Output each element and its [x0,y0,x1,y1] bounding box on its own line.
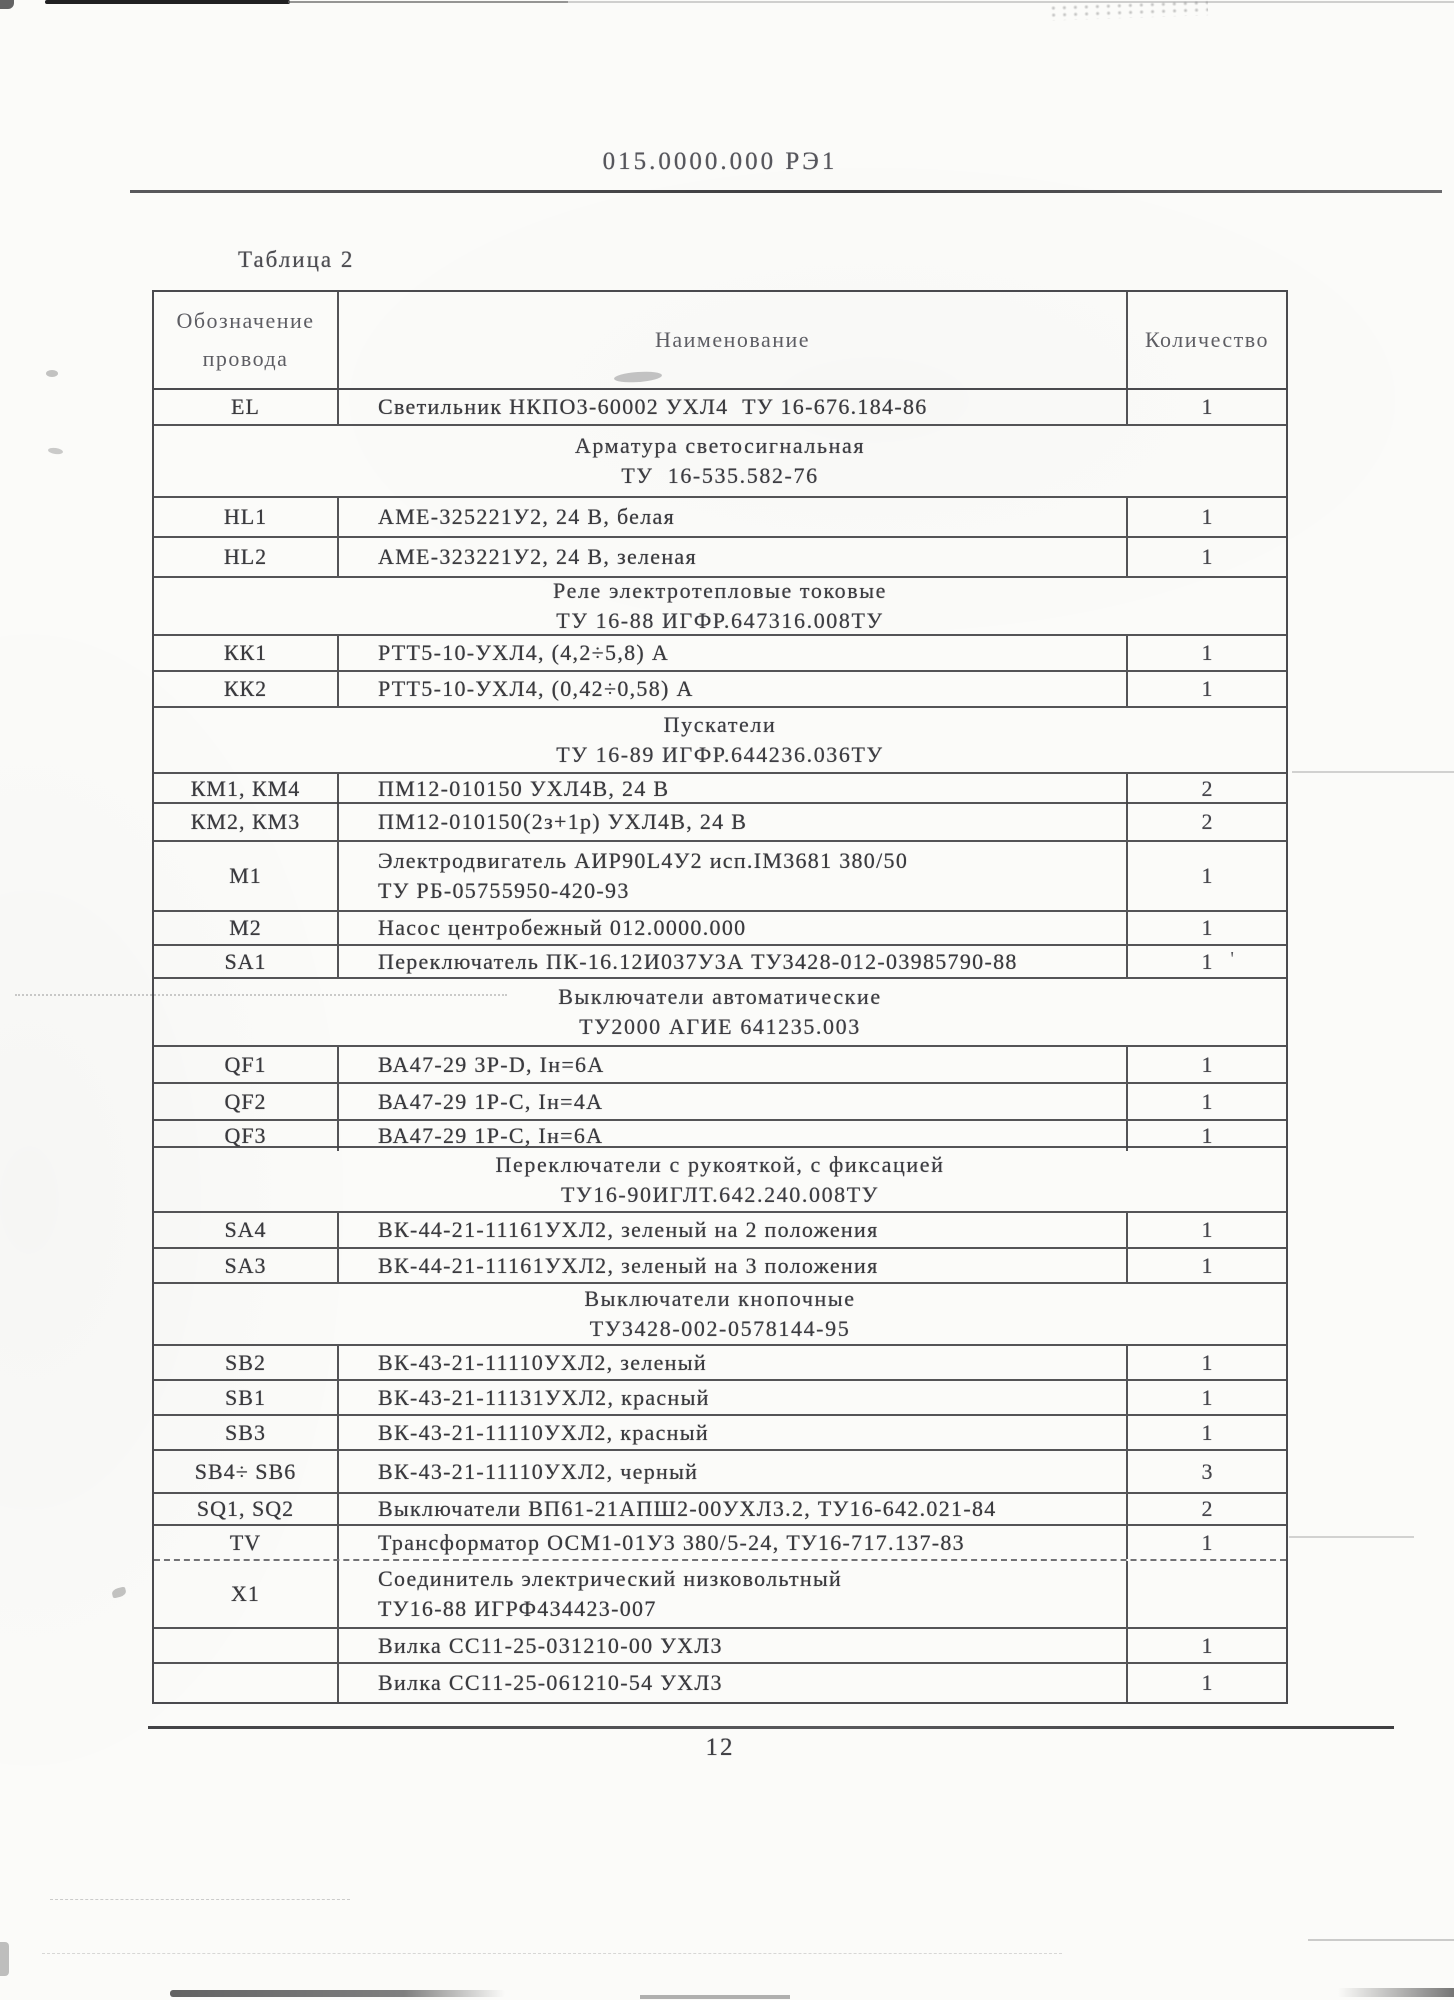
name-line: ВА47-29 1Р-С, Iн=6А [378,1123,604,1148]
designation-cell: SB3 [225,1419,266,1445]
qty-cell: 1 [1126,1121,1286,1151]
designation-cell: SA1 [224,948,267,974]
name-cell [337,946,1126,977]
name-line: РТТ5-10-УХЛ4, (4,2÷5,8) А [378,640,670,665]
name-line: ТУ РБ-05755950-420-93 [378,878,630,903]
table-row [154,1416,1286,1451]
table-row [154,1047,1286,1084]
group-spec: ТУ 16-88 ИГФР.647316.008ТУ [556,608,884,633]
parts-table [152,290,1288,1704]
designation-cell: EL [231,394,260,419]
designation-cell: М2 [229,915,262,940]
designation-cell: QF2 [224,1088,267,1114]
qty-cell [1126,1561,1286,1627]
scan-artifact-edge-mark [0,1942,9,1976]
scan-artifact-top-streak [566,1,1454,3]
name-line: ВА47-29 1Р-С, Iн=4А [378,1088,604,1114]
designation-cell: SA3 [224,1252,267,1278]
group-title: Арматура светосигнальная [574,433,866,458]
name-line: АМЕ-323221У2, 24 В, зеленая [378,544,697,569]
table-row [154,390,1286,426]
designation-cell: SB2 [225,1349,266,1375]
scan-artifact-dotted-line [42,1953,1062,1954]
table-caption: Таблица 2 [238,247,355,272]
qty-cell: 1 [1126,1629,1286,1662]
group-title: Пускатели [663,712,777,737]
table-row [154,946,1286,979]
group-spec: ТУ16-90ИГЛТ.642.240.008ТУ [561,1181,879,1207]
name-cell [337,498,1126,536]
qty-cell: 1 [1126,1381,1286,1414]
qty-cell: 1 [1126,498,1286,536]
table-row [154,1213,1286,1249]
designation-cell: X1 [231,1581,260,1606]
scan-artifact-dotted-line [50,1899,350,1900]
scan-artifact-line [1292,771,1454,773]
name-line: ВА47-29 3Р-D, Iн=6А [378,1051,605,1077]
footer-rule [148,1726,1394,1729]
name-line: ПМ12-010150(2з+1р) УХЛ4В, 24 В [378,809,748,834]
qty-cell: 1 [1126,1416,1286,1449]
name-line: ВК-44-21-11161УХЛ2, зеленый на 2 положения [378,1217,879,1242]
table-row [154,1249,1286,1284]
table-header-row [154,292,1286,390]
designation-cell: SB4÷ SB6 [194,1458,297,1484]
group-title: Реле электротепловые токовые [553,578,887,603]
qty-cell: 3 [1126,1451,1286,1492]
designation-cell [154,1664,337,1702]
scan-artifact-bottom-streak [1338,1988,1454,1997]
designation-cell: КК1 [223,640,268,665]
table-group-row [154,979,1286,1047]
scan-artifact-speckles [1048,0,1208,21]
name-line: ТУ16-88 ИГРФ434423-007 [378,1596,657,1621]
table-group-row [154,708,1286,774]
name-cell [337,636,1126,670]
name-line: Переключатель ПК-16.12И037У3А ТУ3428-012-03985790-88 [378,948,1018,974]
name-line: Выключатели ВП61-21АПШ2-00УХЛ3.2, ТУ16-642.021-84 [378,1496,997,1521]
qty-cell: 1 [1126,1047,1286,1082]
qty-cell: 1 [1126,842,1286,910]
designation-cell: КМ1, КМ4 [190,776,301,801]
name-cell [337,1526,1126,1559]
group-title: Переключатели с рукояткой, с фиксацией [495,1151,945,1177]
scan-artifact-speck [111,1586,127,1598]
designation-cell [154,1629,337,1662]
name-line: Соединитель электрический низковольтный [378,1566,843,1591]
name-line: РТТ5-10-УХЛ4, (0,42÷0,58) А [378,676,694,701]
name-line: Вилка СС11-25-061210-54 УХЛ3 [378,1670,723,1695]
designation-cell: QF3 [224,1123,267,1148]
table-row [154,912,1286,946]
scan-artifact-line [1308,1939,1454,1941]
table-row [154,1561,1286,1629]
group-spec: ТУ2000 АГИЕ 641235.003 [579,1014,861,1039]
column-header-name [337,292,1126,388]
qty-cell: 1 [1126,1346,1286,1379]
designation-cell: HL2 [223,544,268,569]
table-row [154,1526,1286,1561]
name-cell [337,774,1126,804]
group-spec: ТУ 16-89 ИГФР.644236.036ТУ [556,742,884,767]
column-header-quantity [1126,292,1286,388]
name-line: Трансформатор ОСМ1-01У3 380/5-24, ТУ16-717.137-83 [378,1529,965,1555]
name-cell [337,1381,1126,1414]
table-row [154,1084,1286,1121]
name-cell [337,1561,1126,1627]
table-group-row [154,1284,1286,1346]
scan-artifact-speck [48,447,64,455]
name-line: ВК-44-21-11161УХЛ2, зеленый на 3 положения [378,1252,879,1278]
name-line: ВК-43-21-11110УХЛ2, зеленый [378,1349,707,1375]
table-row [154,538,1286,578]
table-row [154,804,1286,842]
qty-cell: 1 [1126,672,1286,706]
table-row [154,498,1286,538]
qty-cell: 1 [1126,912,1286,944]
name-cell [337,842,1126,910]
table-row [154,1494,1286,1526]
scan-artifact-top-streak [45,0,290,4]
qty-cell: 1 [1126,1249,1286,1282]
qty-cell: 1 [1126,390,1286,424]
qty-cell: 1 [1126,538,1286,576]
table-row [154,1346,1286,1381]
table-row [154,1451,1286,1494]
name-cell [337,390,1126,424]
designation-cell: М1 [229,863,262,888]
table-row [154,1629,1286,1664]
name-line: Электродвигатель АИР90L4У2 исп.IM3681 380/50 [378,848,909,873]
designation-cell: HL1 [223,504,268,529]
table-row [154,1121,1286,1148]
table-row [154,636,1286,672]
designation-cell: КК2 [223,676,268,701]
designation-cell: SA4 [224,1217,267,1242]
name-line: Вилка СС11-25-031210-00 УХЛ3 [378,1632,723,1658]
stray-mark: ' [1230,948,1234,970]
name-line: ПМ12-010150 УХЛ4В, 24 В [378,776,670,801]
scan-artifact-bottom-streak [640,1995,790,1999]
scan-artifact-bottom-streak [170,1990,505,1997]
scan-artifact-top-streak [288,1,568,3]
name-cell [337,1664,1126,1702]
group-spec: ТУ 16-535.582-76 [621,463,819,488]
qty-cell: 1 [1126,636,1286,670]
column-header-label: Обозначение [176,308,315,333]
scan-artifact-line [1289,1536,1414,1538]
group-spec: ТУ3428-002-0578144-95 [589,1316,851,1341]
scan-artifact-corner-speck [0,0,14,9]
table-group-row [154,1148,1286,1213]
name-cell [337,1213,1126,1247]
name-cell [337,1121,1126,1151]
designation-cell: TV [229,1529,262,1555]
name-cell [337,912,1126,944]
table-row [154,672,1286,708]
qty-cell: 2 [1126,774,1286,804]
qty-cell: 1 [1126,1526,1286,1559]
name-cell [337,1249,1126,1282]
column-header-label: провода [202,346,289,371]
group-title: Выключатели автоматические [558,984,882,1009]
qty-cell: 1 [1126,1213,1286,1247]
table-group-row [154,426,1286,498]
qty-cell: 2 [1126,1494,1286,1524]
qty-cell: 1 [1126,1664,1286,1702]
name-line: ВК-43-21-11131УХЛ2, красный [378,1384,710,1410]
table-row [154,774,1286,804]
designation-cell: SB1 [225,1384,266,1410]
name-cell [337,538,1126,576]
scan-artifact-speck [46,370,58,377]
column-header-label: Количество [1144,327,1270,352]
page-number: 12 [705,1734,735,1761]
name-cell [337,1416,1126,1449]
qty-cell: 1 [1126,946,1286,977]
table-row [154,1381,1286,1416]
name-cell [337,804,1126,840]
column-header-wire-designation [154,292,337,388]
name-cell [337,1494,1126,1524]
qty-cell: 1 [1126,1084,1286,1119]
table-row [154,842,1286,912]
group-title: Выключатели кнопочные [584,1286,856,1311]
name-cell [337,1346,1126,1379]
name-cell [337,672,1126,706]
name-line: Насос центробежный 012.0000.000 [378,915,747,940]
qty-cell: 2 [1126,804,1286,840]
name-line: ВК-43-21-11110УХЛ2, красный [378,1419,709,1445]
document-number: 015.0000.000 РЭ1 [602,148,838,175]
name-line: Светильник НКПО3-60002 УХЛ4 ТУ 16-676.184-86 [378,394,928,419]
name-cell [337,1451,1126,1492]
table-row [154,1664,1286,1702]
table-body [154,390,1286,1702]
designation-cell: КМ2, КМ3 [190,809,301,834]
header-rule [130,190,1442,193]
designation-cell: SQ1, SQ2 [196,1496,295,1521]
name-cell [337,1047,1126,1082]
designation-cell: QF1 [224,1051,267,1077]
table-group-row [154,578,1286,636]
column-header-label: Наименование [654,327,811,352]
name-cell [337,1629,1126,1662]
name-cell [337,1084,1126,1119]
name-line: ВК-43-21-11110УХЛ2, черный [378,1458,699,1484]
name-line: АМЕ-325221У2, 24 В, белая [378,504,675,529]
